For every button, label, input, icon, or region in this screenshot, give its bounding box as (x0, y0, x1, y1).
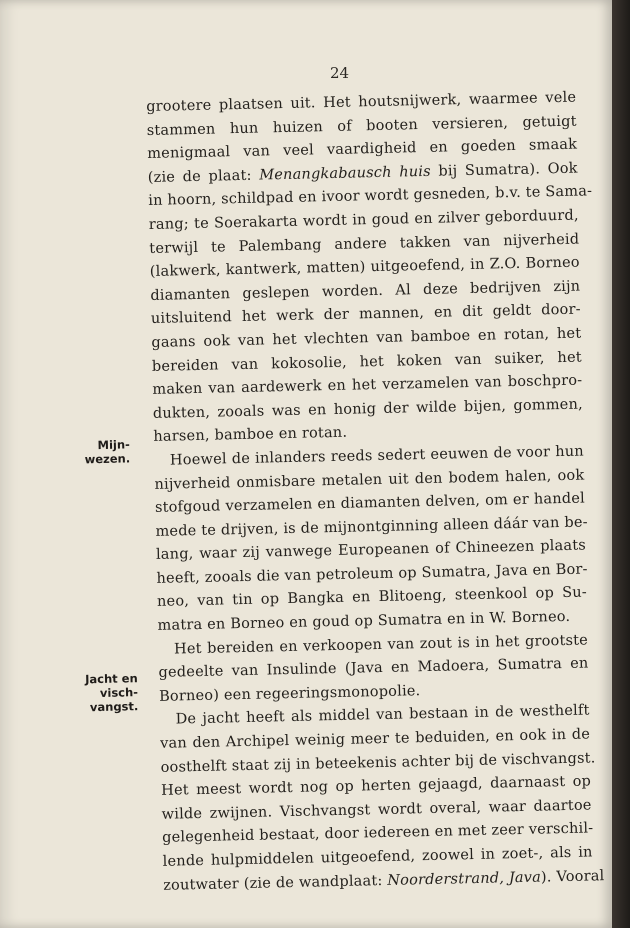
text-line: matra en Borneo en goud op Sumatra en in W. Borneo. (157, 608, 571, 634)
text-line: mede te drijven, is de mijnontginning alleen dáár van be- (155, 514, 588, 540)
text-segment: (zie de plaat: (147, 167, 260, 186)
text-line: Het bereiden en verkoopen van zout is in het grootste (173, 632, 589, 658)
text-line: in hoorn, schildpad en ivoor wordt gesneden, b.v. te Sama- (148, 183, 593, 210)
text-line: gaans ook van het vlechten van bamboe en rotan, het (151, 325, 582, 351)
margin-note-line: vangst. (89, 699, 139, 715)
text-line: terwijl te Palembang andere takken van nijverheid (149, 231, 580, 257)
text-line: harsen, bamboe en rotan. (153, 425, 348, 446)
text-line: gedeelte van Insulinde (Java en Madoera, Sumatra en (158, 655, 589, 682)
text-line: heeft, zooals die van petroleum op Sumatra, Java en Bor- (156, 561, 588, 587)
text-segment: ). Vooral (540, 867, 605, 886)
text-line: neo, van tin op Bangka en Blitoeng, steenkool op Su- (156, 584, 588, 611)
text-line: diamanten geslepen worden. Al deze bedrijven zijn (150, 278, 581, 304)
text-line: wilde zwijnen. Vischvangst wordt overal, waar daartoe (161, 797, 592, 823)
text-segment: bij Sumatra). Ook (430, 160, 578, 180)
text-line: rang; te Soerakarta wordt in goud en zilver geborduurd, (148, 207, 579, 233)
text-line: uitsluitend het werk der mannen, en dit geldt door- (150, 301, 581, 328)
page-edge-shadow (612, 0, 630, 928)
text-line: lende hulpmiddelen uitgeoefend, zoowel in zoet-, als in (162, 844, 593, 870)
text-line: De jacht heeft als middel van bestaan in de westhelft (175, 702, 590, 728)
text-line: lang, waar zij vanwege Europeanen of Chineezen plaats (155, 537, 587, 564)
text-line: nijverheid onmisbare metalen uit den bodem halen, ook (154, 467, 585, 493)
text-line: gelegenheid bestaat, door iedereen en met zeer verschil- (162, 820, 594, 847)
text-line: maken van aardewerk en het verzamelen van boschpro- (152, 372, 583, 399)
text-line: stofgoud verzamelen en diamanten delven, om er handel (154, 490, 586, 516)
text-line: Borneo) een regeeringsmonopolie. (158, 683, 421, 705)
margin-note-line: Jacht en (85, 671, 138, 687)
margin-note-line: wezen. (84, 451, 131, 467)
page-number: 24 (330, 64, 350, 82)
margin-note-mijnwezen (72, 437, 131, 466)
text-line: bereiden van kokosolie, het koken van suiker, het (151, 349, 582, 375)
margin-note-jacht-en-vischvangst (60, 671, 139, 715)
margin-note-line: visch- (99, 685, 139, 700)
text-line: (lakwerk, kantwerk, matten) uitgeoefend, in Z.O. Borneo (149, 254, 580, 281)
text-segment: zoutwater (zie de wandplaat: (163, 872, 388, 894)
italic-title: Menangkabausch huis (259, 163, 431, 184)
text-line: dukten, zooals was en honig der wilde bijen, gommen, (152, 396, 584, 422)
text-line: grootere plaatsen uit. Het houtsnijwerk, waarmee vele (146, 89, 577, 115)
text-line: menigmaal van veel vaardigheid en goeden smaak (147, 136, 578, 163)
italic-title: Noorderstrand, Java (387, 869, 542, 889)
text-line: stammen hun huizen of booten versieren, getuigt (146, 113, 577, 139)
text-line: oosthelft staat zij in beteekenis achter bij de vischvangst. (160, 749, 596, 776)
text-line: van den Archipel weinig meer te beduiden, en ook in de (159, 726, 591, 752)
text-line: Het meest wordt nog op herten gejaagd, daarnaast op (160, 773, 592, 800)
margin-note-line: Mijn- (97, 437, 130, 453)
body-text (146, 87, 605, 898)
text-line: Hoewel de inlanders reeds sedert eeuwen de voor hun (169, 443, 585, 469)
